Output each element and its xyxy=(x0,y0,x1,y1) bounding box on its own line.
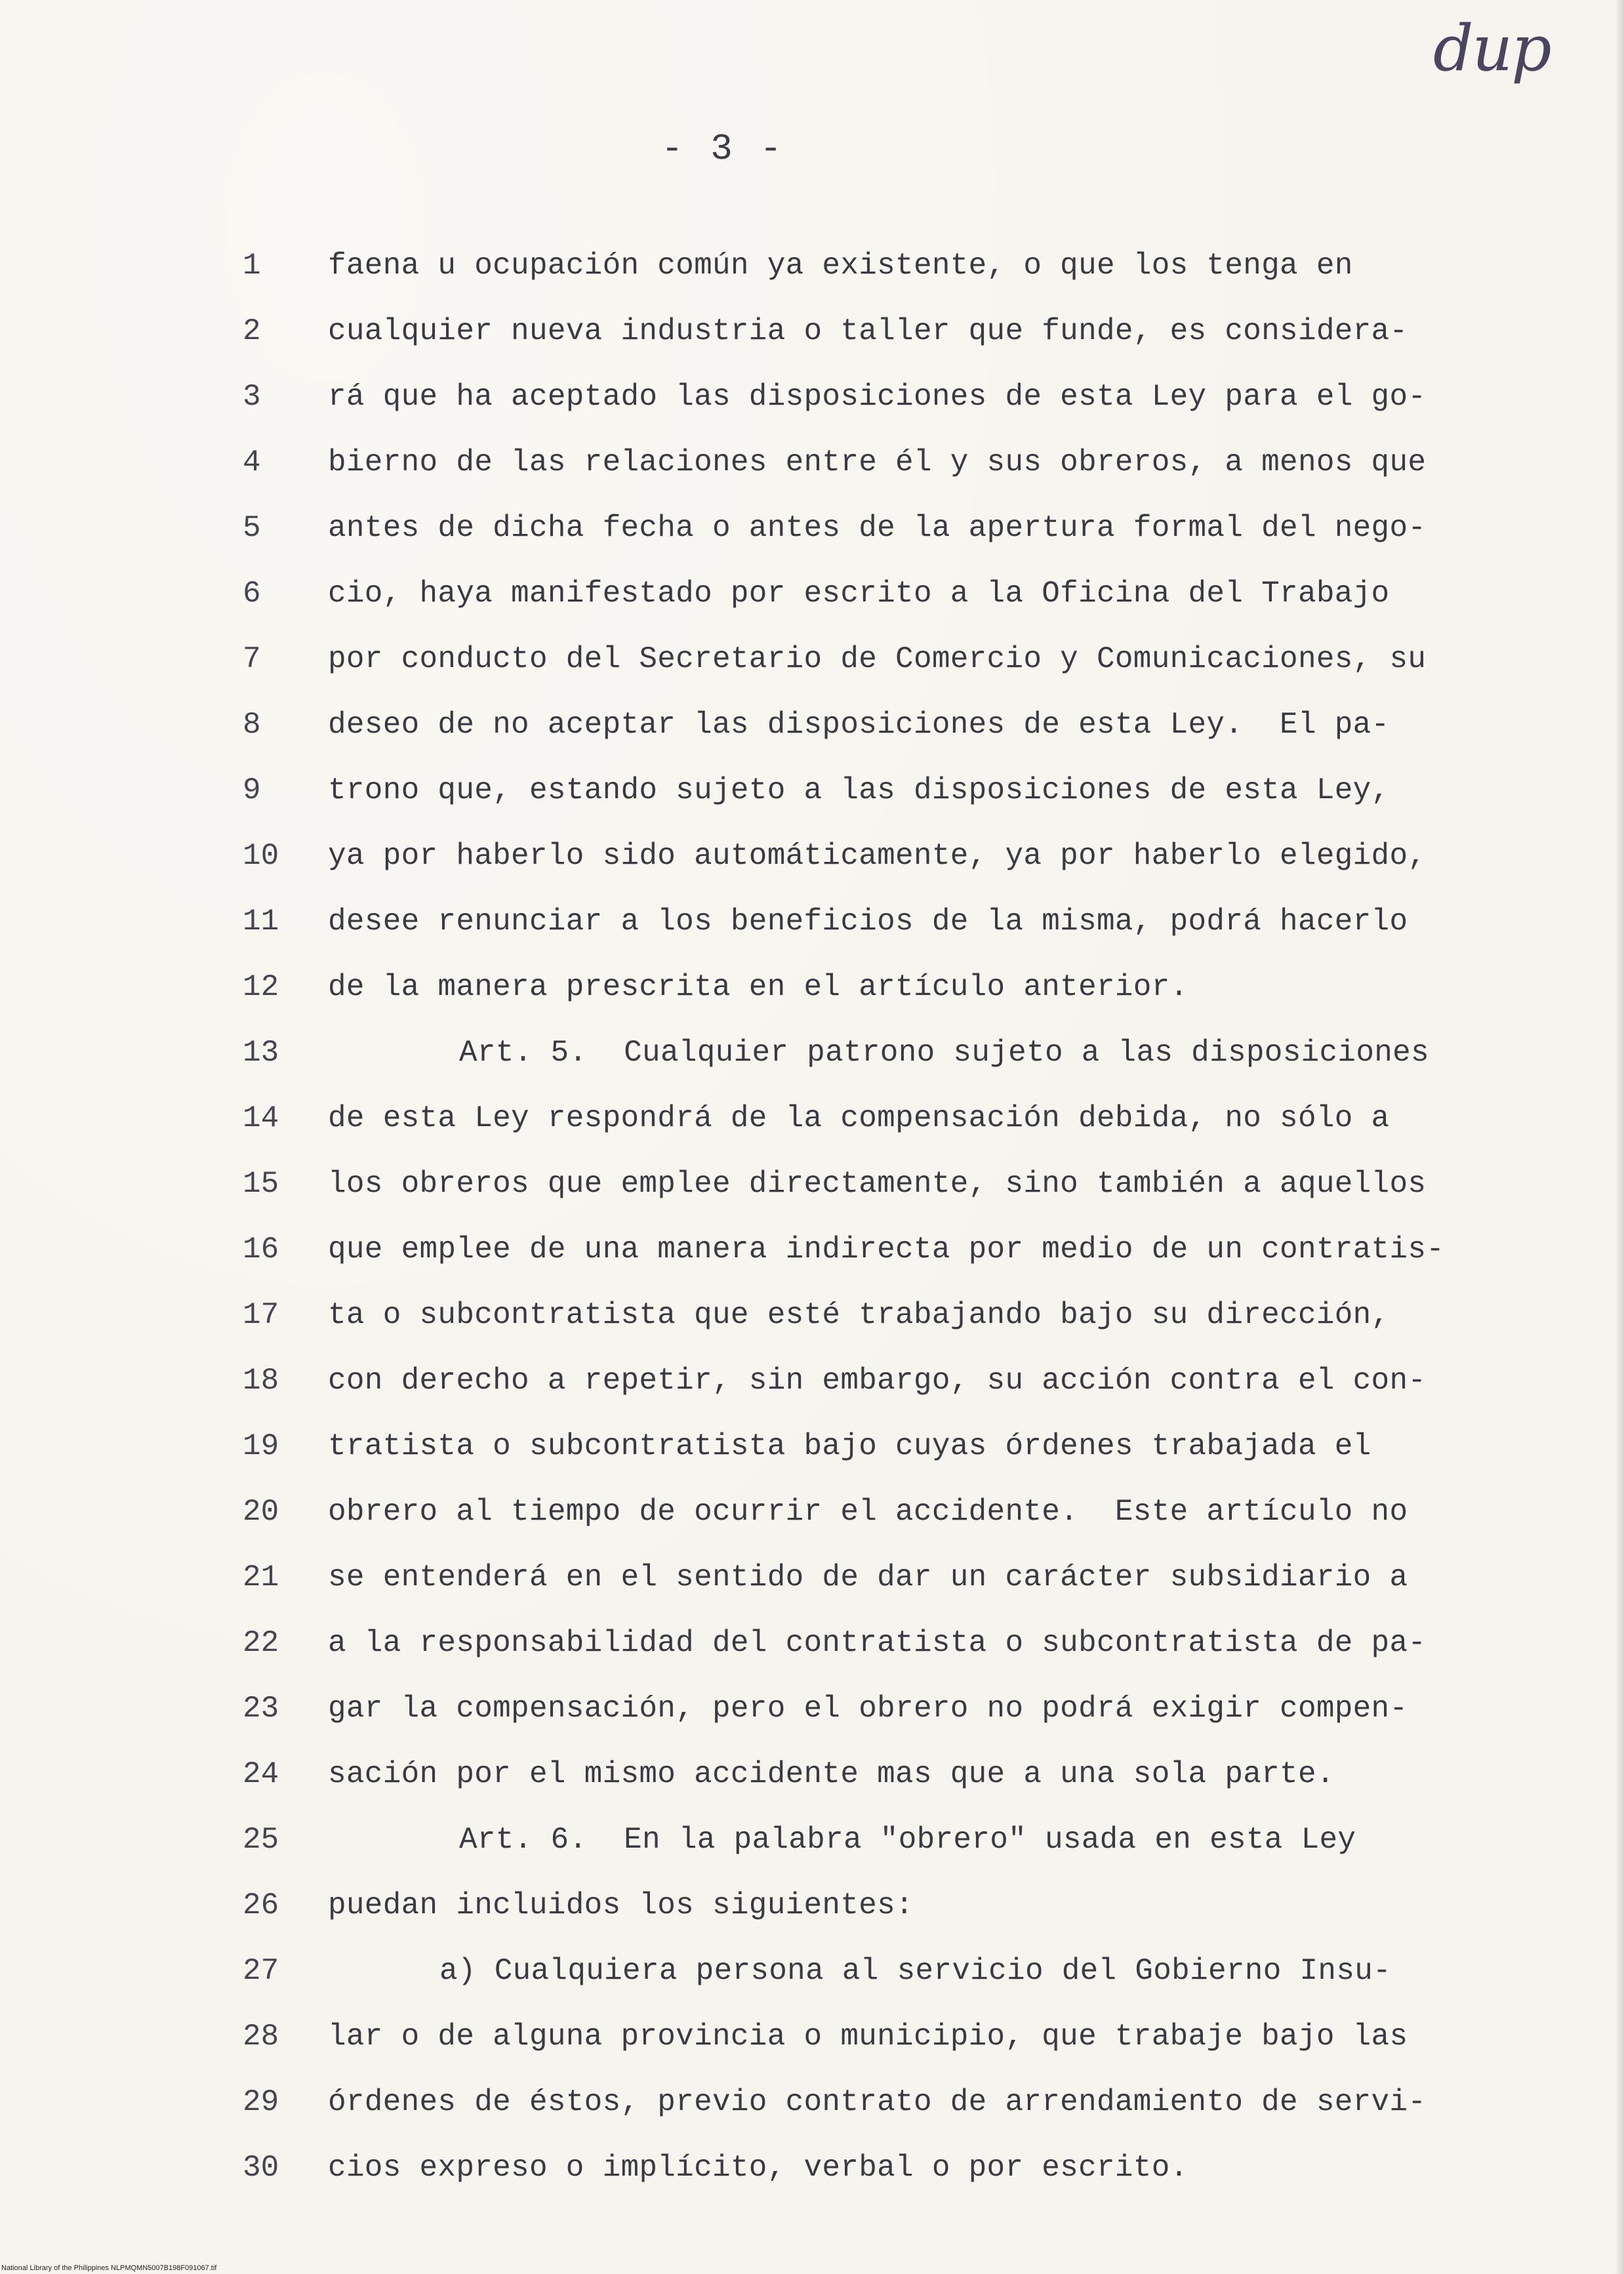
text-line xyxy=(0,764,1624,830)
line-text: con derecho a repetir, sin embargo, su acción contra el con- xyxy=(328,1364,1427,1398)
line-number: 28 xyxy=(243,2020,279,2054)
line-text: puedan incluidos los siguientes: xyxy=(328,1888,914,1922)
line-number: 27 xyxy=(243,1954,279,1988)
text-line xyxy=(0,1223,1624,1289)
line-text: los obreros que emplee directamente, sino también a aquellos xyxy=(328,1167,1427,1201)
line-text: obrero al tiempo de ocurrir el accidente. Este artículo no xyxy=(328,1495,1408,1529)
line-number: 6 xyxy=(243,577,261,611)
text-line xyxy=(0,1026,1624,1092)
line-number: 20 xyxy=(243,1495,279,1529)
text-line xyxy=(0,699,1624,764)
line-text: lar o de alguna provincia o municipio, que trabaje bajo las xyxy=(328,2020,1408,2054)
line-text: órdenes de éstos, previo contrato de arrendamiento de servi- xyxy=(328,2085,1427,2119)
line-text: tratista o subcontratista bajo cuyas órdenes trabajada el xyxy=(328,1429,1371,1463)
line-number: 14 xyxy=(243,1101,279,1135)
page-number: - 3 - xyxy=(661,128,785,170)
line-text: rá que ha aceptado las disposiciones de esta Ley para el go- xyxy=(328,380,1427,414)
line-text: de la manera prescrita en el artículo anterior. xyxy=(328,970,1188,1004)
line-number: 4 xyxy=(243,445,261,479)
line-number: 30 xyxy=(243,2151,279,2185)
line-text: desee renunciar a los beneficios de la misma, podrá hacerlo xyxy=(328,904,1408,939)
line-number: 13 xyxy=(243,1036,279,1070)
text-line xyxy=(0,1879,1624,1945)
text-line xyxy=(0,895,1624,961)
text-line xyxy=(0,502,1624,567)
line-number: 22 xyxy=(243,1626,279,1660)
line-text: sación por el mismo accidente mas que a una sola parte. xyxy=(328,1757,1335,1791)
line-text: antes de dicha fecha o antes de la apertura formal del nego- xyxy=(328,511,1427,545)
line-text: que emplee de una manera indirecta por medio de un contratis- xyxy=(328,1232,1445,1267)
line-text: faena u ocupación común ya existente, o que los tenga en xyxy=(328,249,1353,283)
text-line xyxy=(0,371,1624,436)
text-line xyxy=(0,1551,1624,1617)
line-number: 23 xyxy=(243,1692,279,1726)
line-text: se entenderá en el sentido de dar un carácter subsidiario a xyxy=(328,1560,1408,1594)
line-text: de esta Ley respondrá de la compensación debida, no sólo a xyxy=(328,1101,1390,1135)
text-line xyxy=(0,1814,1624,1879)
line-number: 24 xyxy=(243,1757,279,1791)
text-line xyxy=(0,1158,1624,1223)
line-text: gar la compensación, pero el obrero no podrá exigir compen- xyxy=(328,1692,1408,1726)
line-number: 15 xyxy=(243,1167,279,1201)
text-line xyxy=(0,2076,1624,2142)
line-number: 7 xyxy=(243,642,261,676)
text-line xyxy=(0,830,1624,895)
line-number: 9 xyxy=(243,773,261,807)
line-number: 19 xyxy=(243,1429,279,1463)
text-line xyxy=(0,1748,1624,1814)
line-text: trono que, estando sujeto a las disposiciones de esta Ley, xyxy=(328,773,1390,807)
line-text: a) Cualquiera persona al servicio del Gobierno Insu- xyxy=(439,1954,1392,1988)
text-line xyxy=(0,1617,1624,1682)
text-line xyxy=(0,2142,1624,2207)
line-number: 17 xyxy=(243,1298,279,1332)
handwritten-annotation: dup xyxy=(1433,12,1551,85)
line-number: 1 xyxy=(243,249,261,283)
archive-footer-stamp: National Library of the Philippines NLPMQMN5007B198F091067.tif xyxy=(1,2264,217,2272)
text-line xyxy=(0,1420,1624,1486)
line-text: deseo de no aceptar las disposiciones de esta Ley. El pa- xyxy=(328,708,1390,742)
line-number: 26 xyxy=(243,1888,279,1922)
line-text: cio, haya manifestado por escrito a la Oficina del Trabajo xyxy=(328,577,1390,611)
line-text: a la responsabilidad del contratista o subcontratista de pa- xyxy=(328,1626,1427,1660)
text-line xyxy=(0,239,1624,305)
line-number: 25 xyxy=(243,1823,279,1857)
line-number: 29 xyxy=(243,2085,279,2119)
page-edge-shadow xyxy=(1615,0,1624,2274)
line-text: por conducto del Secretario de Comercio y Comunicaciones, su xyxy=(328,642,1427,676)
text-line xyxy=(0,305,1624,371)
line-number: 3 xyxy=(243,380,261,414)
text-line xyxy=(0,1289,1624,1354)
line-text: Art. 5. Cualquier patrono sujeto a las disposiciones xyxy=(459,1036,1429,1070)
text-line xyxy=(0,961,1624,1026)
line-number: 11 xyxy=(243,904,279,939)
line-text: cualquier nueva industria o taller que funde, es considera- xyxy=(328,314,1408,348)
text-line xyxy=(0,633,1624,699)
text-line xyxy=(0,1682,1624,1748)
line-text: cios expreso o implícito, verbal o por escrito. xyxy=(328,2151,1188,2185)
line-text: bierno de las relaciones entre él y sus obreros, a menos que xyxy=(328,445,1427,479)
line-text: ya por haberlo sido automáticamente, ya por haberlo elegido, xyxy=(328,839,1427,873)
text-line xyxy=(0,1092,1624,1158)
text-line xyxy=(0,2010,1624,2076)
line-number: 21 xyxy=(243,1560,279,1594)
line-number: 18 xyxy=(243,1364,279,1398)
line-number: 2 xyxy=(243,314,261,348)
text-line xyxy=(0,436,1624,502)
line-text: ta o subcontratista que esté trabajando bajo su dirección, xyxy=(328,1298,1390,1332)
line-number: 16 xyxy=(243,1232,279,1267)
line-number: 12 xyxy=(243,970,279,1004)
line-text: Art. 6. En la palabra "obrero" usada en esta Ley xyxy=(459,1823,1356,1857)
text-line xyxy=(0,1486,1624,1551)
line-number: 10 xyxy=(243,839,279,873)
text-line xyxy=(0,1354,1624,1420)
numbered-text-block xyxy=(0,239,1624,2207)
line-number: 8 xyxy=(243,708,261,742)
line-number: 5 xyxy=(243,511,261,545)
text-line xyxy=(0,1945,1624,2010)
text-line xyxy=(0,567,1624,633)
